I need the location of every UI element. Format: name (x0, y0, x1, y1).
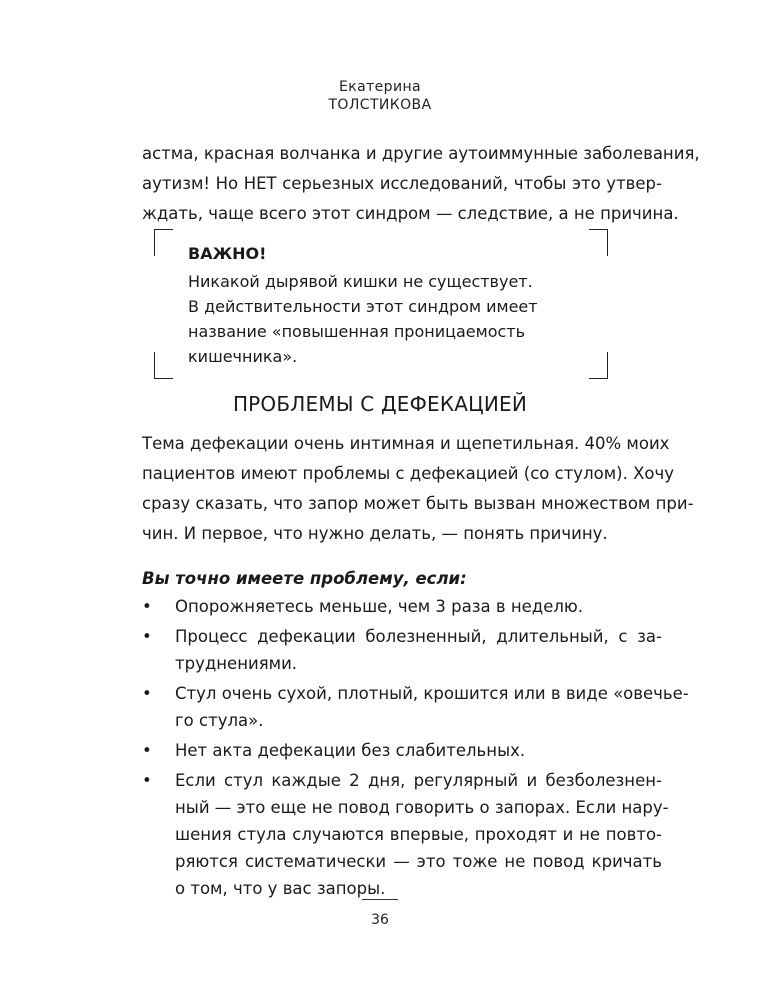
folio-rule (362, 899, 398, 900)
paragraph-1 (142, 139, 700, 229)
important-callout (154, 229, 608, 379)
list-item-line: труднениями. (175, 654, 298, 673)
list-heading: Вы точно имеете проблему, если: (142, 569, 467, 588)
list-item-line: го стула». (175, 711, 264, 730)
page-number: 36 (371, 912, 389, 928)
list-item-line: ный — это еще не повод говорить о запорах. Если нару- (175, 798, 669, 817)
list-item-line: Опорожняетесь меньше, чем 3 раза в неделю. (175, 597, 584, 616)
callout-body (188, 269, 538, 369)
list-item-line: шения стула случаются впервые, проходят и не повто- (175, 825, 662, 844)
list-item-line: Нет акта дефекации без слабительных. (175, 741, 526, 760)
list-item (142, 623, 662, 677)
bullet-icon: • (142, 627, 152, 646)
list-item (142, 680, 689, 734)
paragraph-line: астма, красная волчанка и другие аутоиммунные заболевания, (142, 144, 700, 163)
callout-line: кишечника». (188, 347, 298, 366)
callout-line: название «повышенная проницаемость (188, 322, 526, 341)
callout-line: В действительности этот синдром имеет (188, 297, 538, 316)
running-head-author-last: ТОЛСТИКОВА (328, 97, 432, 113)
list-item-line: о том, что у вас запоры. (175, 879, 386, 898)
corner-bracket-bottom-right (589, 352, 608, 379)
list-item-line: Если стул каждые 2 дня, регулярный и безболезнен- (175, 771, 662, 790)
list-item (142, 593, 662, 620)
corner-bracket-bottom-left (154, 352, 173, 379)
list-item-line: Стул очень сухой, плотный, крошится или в виде «овечье- (175, 684, 689, 703)
list-item-line: Процесс дефекации болезненный, длительный, с за- (175, 627, 662, 646)
callout-line: Никакой дырявой кишки не существует. (188, 272, 533, 291)
bullet-list (142, 593, 689, 902)
bullet-icon: • (142, 771, 152, 790)
paragraph-line: аутизм! Но НЕТ серьезных исследований, чтобы это утвер- (142, 174, 662, 193)
paragraph-line: чин. И первое, что нужно делать, — понять причину. (142, 524, 608, 543)
bullet-icon: • (142, 684, 152, 703)
callout-title: ВАЖНО! (188, 244, 267, 263)
paragraph-line: Тема дефекации очень интимная и щепетильная. 40% моих (142, 434, 670, 453)
paragraph-line: ждать, чаще всего этот синдром — следствие, а не причина. (142, 204, 679, 223)
bullet-icon: • (142, 597, 152, 616)
section-heading: ПРОБЛЕМЫ С ДЕФЕКАЦИЕЙ (232, 392, 528, 416)
bullet-icon: • (142, 741, 152, 760)
list-item (142, 767, 669, 902)
list-item (142, 737, 662, 764)
paragraph-line: пациентов имеют проблемы с дефекацией (со стулом). Хочу (142, 464, 674, 483)
corner-bracket-top-right (589, 229, 608, 256)
paragraph-2 (142, 429, 694, 549)
paragraph-line: сразу сказать, что запор может быть вызван множеством при- (142, 494, 694, 513)
corner-bracket-top-left (154, 229, 173, 256)
list-item-line: ряются систематически — это тоже не повод кричать (175, 852, 662, 871)
running-head-author-first: Екатерина (339, 79, 421, 95)
